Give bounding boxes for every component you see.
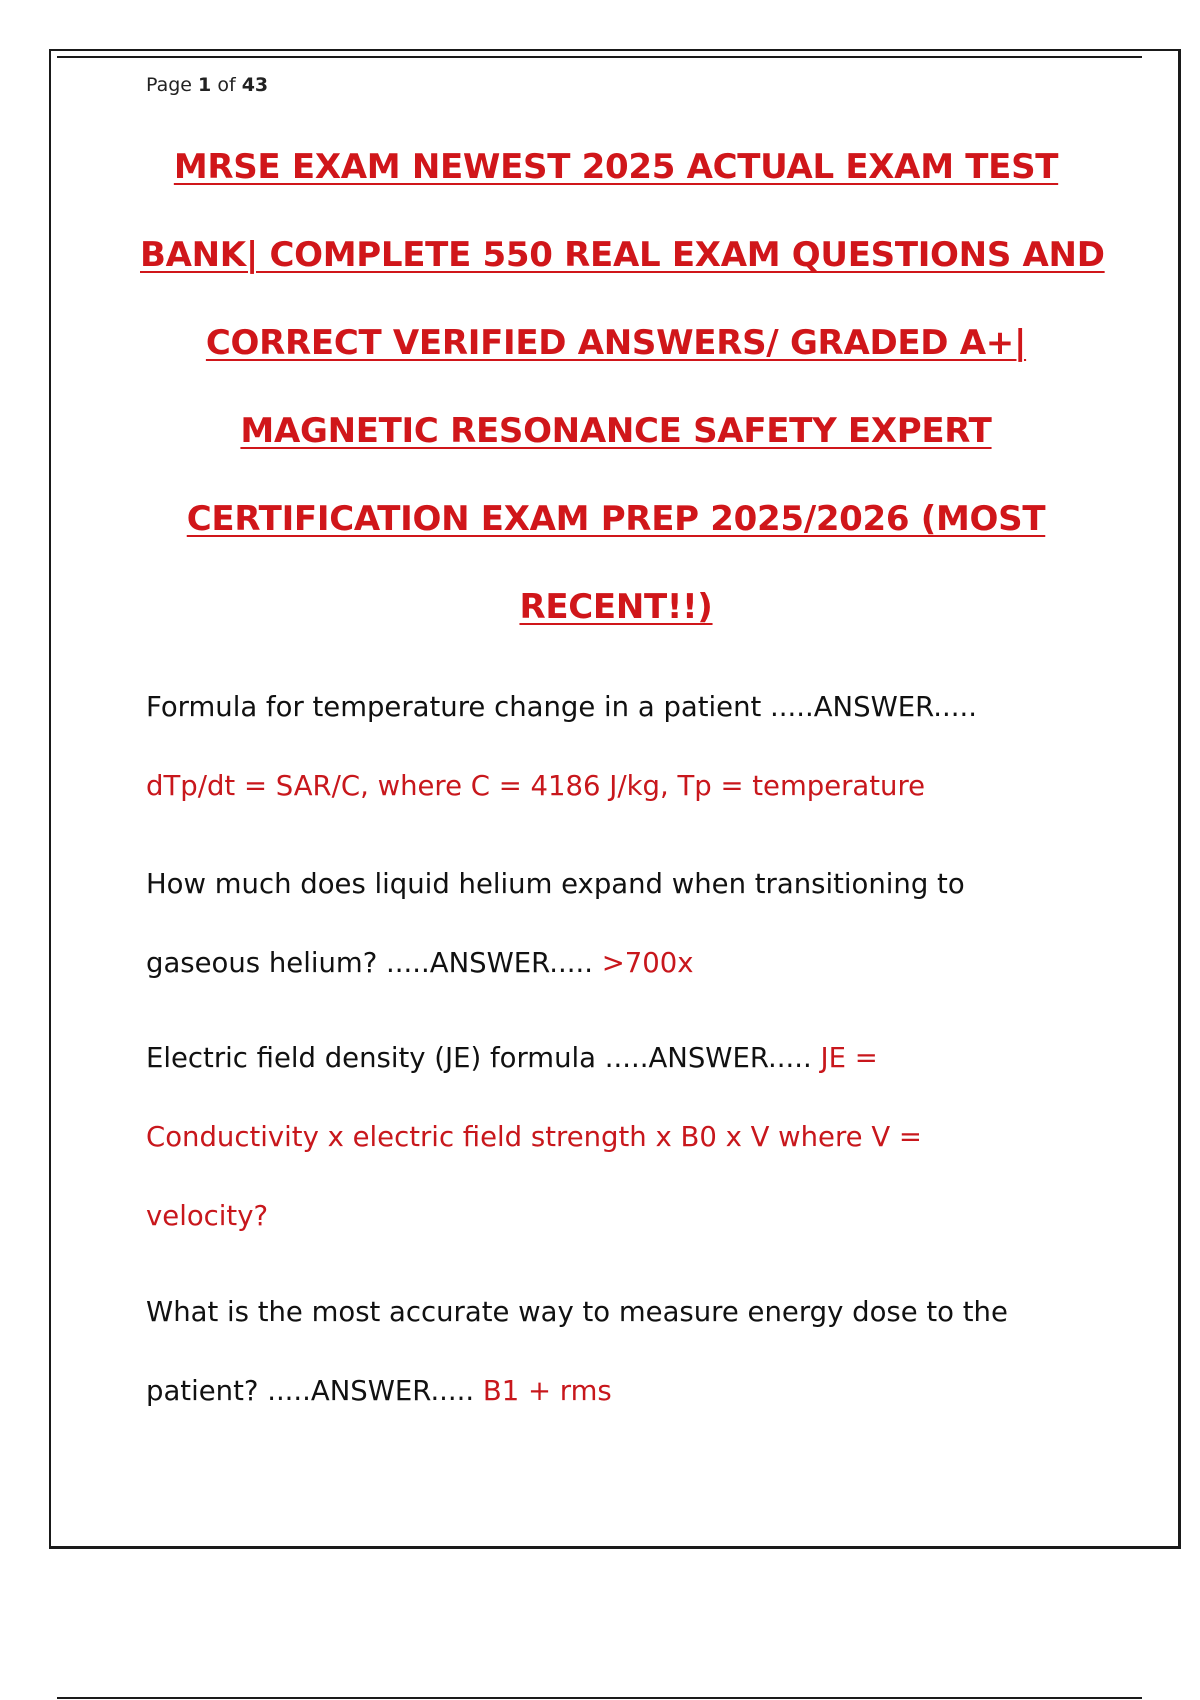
qa-item-energy-dose [146, 1273, 1086, 1431]
answer-text-cont: Conductivity x electric field strength x B0 x V where V = [146, 1121, 922, 1153]
page-number [146, 74, 268, 96]
title-line [140, 308, 1092, 396]
document-title [140, 132, 1105, 660]
question-text: Formula for temperature change in a patient .....ANSWER..... [146, 691, 977, 723]
qa-item-helium [146, 845, 1086, 1003]
question-line [146, 924, 1086, 1003]
question-line [146, 1019, 1086, 1098]
qa-item-temperature [146, 668, 1086, 826]
question-text-cont: gaseous helium? .....ANSWER..... [146, 947, 594, 979]
question-text: Electric field density (JE) formula .....ANSWER..... [146, 1042, 812, 1074]
answer-text: JE = [820, 1042, 878, 1074]
answer-text-cont: velocity? [146, 1200, 269, 1232]
answer-text: B1 + rms [482, 1375, 612, 1407]
title-line [140, 220, 1105, 308]
question-text: What is the most accurate way to measure energy dose to the [146, 1296, 1008, 1328]
title-line-text: BANK| COMPLETE 550 REAL EXAM QUESTIONS AND [140, 235, 1105, 275]
page-label: Page [146, 74, 192, 96]
answer-text: dTp/dt = SAR/C, where C = 4186 J/kg, Tp = temperature [146, 770, 926, 802]
page-total: 43 [241, 74, 269, 96]
title-line [140, 484, 1092, 572]
title-line-text: CORRECT VERIFIED ANSWERS/ GRADED A+| [205, 323, 1027, 363]
qa-item-electric-field [146, 1019, 1086, 1256]
title-line [140, 132, 1092, 220]
title-line-text: CERTIFICATION EXAM PREP 2025/2026 (MOST [186, 499, 1046, 539]
question-text: How much does liquid helium expand when transitioning to [146, 868, 965, 900]
title-line-text: RECENT!!) [519, 587, 713, 627]
question-text-cont: patient? .....ANSWER..... [146, 1375, 475, 1407]
title-line [140, 572, 1092, 660]
title-line-text: MRSE EXAM NEWEST 2025 ACTUAL EXAM TEST [173, 147, 1059, 187]
title-line-text: MAGNETIC RESONANCE SAFETY EXPERT [240, 411, 992, 451]
top-rule [57, 56, 1142, 58]
bottom-rule [57, 1697, 1142, 1699]
title-line [140, 396, 1092, 484]
page-current: 1 [198, 74, 212, 96]
page-of-label: of [217, 74, 236, 96]
answer-text: >700x [601, 947, 694, 979]
question-line [146, 1352, 1086, 1431]
